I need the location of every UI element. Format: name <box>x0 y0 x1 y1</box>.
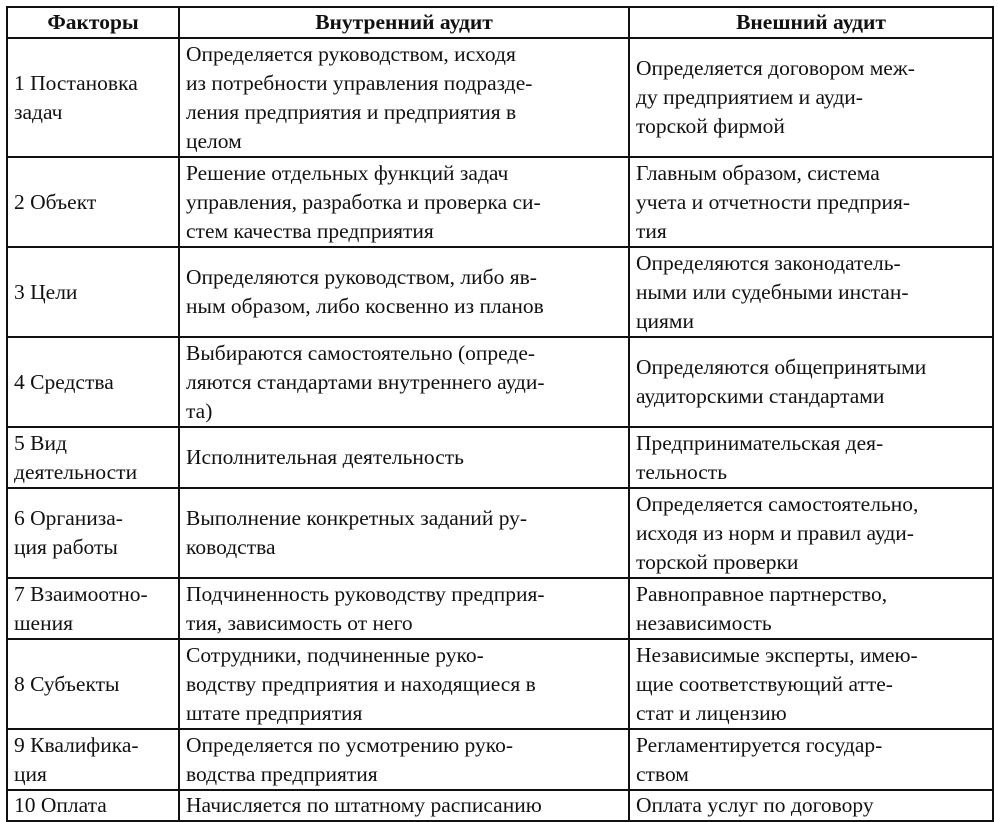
table-row <box>7 38 993 157</box>
factor-cell: 7 Взаимоотно- шения <box>7 578 179 639</box>
table-row <box>7 578 993 639</box>
table-row <box>7 488 993 578</box>
internal-audit-cell: Выбираются самостоятельно (опреде- ляются стандартами внутреннего ауди- та) <box>179 337 629 427</box>
table-row <box>7 157 993 247</box>
factor-cell: 10 Оплата <box>7 790 179 821</box>
factor-cell: 2 Объект <box>7 157 179 247</box>
internal-audit-cell: Подчиненность руководству предприя- тия, зависимость от него <box>179 578 629 639</box>
external-audit-cell: Предпринимательская дея- тельность <box>629 427 993 488</box>
table-row <box>7 639 993 729</box>
table-row <box>7 790 993 821</box>
factor-cell: 9 Квалифика- ция <box>7 729 179 790</box>
external-audit-cell: Определяются законодатель- ными или судебными инстан- циями <box>629 247 993 337</box>
internal-audit-cell: Определяется по усмотрению руко- водства предприятия <box>179 729 629 790</box>
external-audit-cell: Оплата услуг по договору <box>629 790 993 821</box>
external-audit-cell: Определяется договором меж- ду предприятием и ауди- торской фирмой <box>629 38 993 157</box>
header-internal-audit: Внутренний аудит <box>179 7 629 38</box>
external-audit-cell: Независимые эксперты, имею- щие соответствующий атте- стат и лицензию <box>629 639 993 729</box>
table-row <box>7 337 993 427</box>
audit-comparison-table-wrapper <box>6 6 994 822</box>
internal-audit-cell: Сотрудники, подчиненные руко- водству предприятия и находящиеся в штате предприятия <box>179 639 629 729</box>
external-audit-cell: Определяются общепринятыми аудиторскими стандартами <box>629 337 993 427</box>
table-row <box>7 729 993 790</box>
factor-cell: 4 Средства <box>7 337 179 427</box>
table-row <box>7 247 993 337</box>
audit-comparison-table <box>6 6 994 822</box>
internal-audit-cell: Начисляется по штатному расписанию <box>179 790 629 821</box>
internal-audit-cell: Определяются руководством, либо яв- ным образом, либо косвенно из планов <box>179 247 629 337</box>
internal-audit-cell: Определяется руководством, исходя из потребности управления подразде- ления предприятия и предприятия в целом <box>179 38 629 157</box>
external-audit-cell: Равноправное партнерство, независимость <box>629 578 993 639</box>
factor-cell: 3 Цели <box>7 247 179 337</box>
header-external-audit: Внешний аудит <box>629 7 993 38</box>
factor-cell: 5 Вид деятельности <box>7 427 179 488</box>
factor-cell: 8 Субъекты <box>7 639 179 729</box>
internal-audit-cell: Исполнительная деятельность <box>179 427 629 488</box>
header-factors: Факторы <box>7 7 179 38</box>
external-audit-cell: Регламентируется государ- ством <box>629 729 993 790</box>
internal-audit-cell: Выполнение конкретных заданий ру- ководства <box>179 488 629 578</box>
table-header-row <box>7 7 993 38</box>
external-audit-cell: Главным образом, система учета и отчетности предприя- тия <box>629 157 993 247</box>
external-audit-cell: Определяется самостоятельно, исходя из норм и правил ауди- торской проверки <box>629 488 993 578</box>
table-row <box>7 427 993 488</box>
factor-cell: 1 Постановка задач <box>7 38 179 157</box>
factor-cell: 6 Организа- ция работы <box>7 488 179 578</box>
internal-audit-cell: Решение отдельных функций задач управления, разработка и проверка си- стем качества предприятия <box>179 157 629 247</box>
